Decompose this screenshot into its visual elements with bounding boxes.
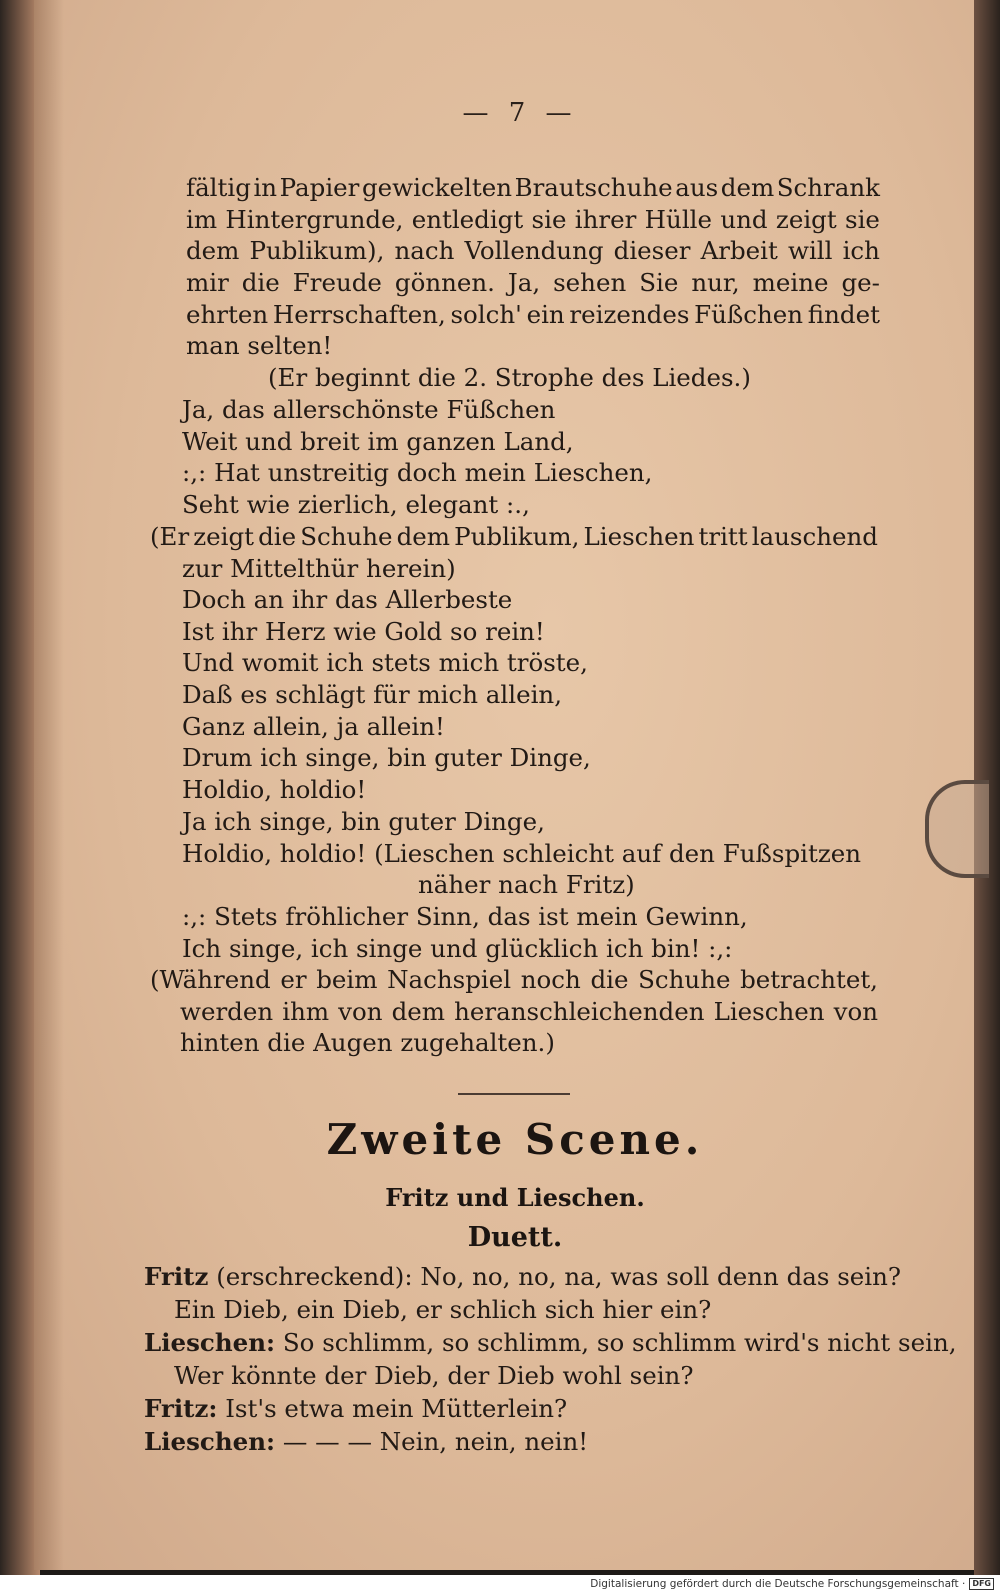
dialog-text: So schlimm, so schlimm, so schlimm wird's nicht sein,	[275, 1328, 957, 1357]
word: zeigt	[193, 522, 255, 551]
word: ehrten	[186, 299, 269, 329]
dialog-line	[144, 1293, 894, 1326]
speaker-name: Lieschen:	[144, 1328, 276, 1357]
verse-line: Seht wie zierlich, elegant :.,	[182, 490, 530, 520]
word: dieser	[613, 236, 691, 266]
word: Sie	[639, 268, 679, 298]
stage-direction	[418, 869, 635, 901]
word: heranschleichenden	[454, 996, 705, 1026]
stage-direction-line: zur Mittelthür herein)	[182, 553, 456, 583]
verse-line: Holdio, holdio! (Lieschen schleicht auf den Fußspitzen	[182, 838, 862, 868]
stage-direction-line	[150, 521, 878, 553]
verse-line: Ganz allein, ja allein!	[182, 711, 445, 741]
word: ihm	[282, 996, 330, 1026]
digitization-footer	[0, 1575, 1000, 1593]
duett-heading: Duett.	[467, 1222, 563, 1253]
dialog-text: (erschreckend): No, no, no, na, was soll denn das sein?	[208, 1262, 902, 1291]
dialog-text: Ein Dieb, ein Dieb, er schlich sich hier ein?	[174, 1295, 712, 1324]
verse-line: Ist ihr Herz wie Gold so rein!	[182, 616, 545, 646]
verse-line: Doch an ihr das Allerbeste	[182, 585, 513, 614]
word: Herrschaften,	[272, 299, 446, 329]
word: (Er	[150, 522, 190, 551]
dialog-line	[144, 1392, 894, 1425]
prose-line	[186, 235, 880, 267]
word: ich	[842, 236, 880, 266]
word: sie	[845, 204, 880, 234]
word: nach	[394, 236, 455, 266]
verse-line: Holdio, holdio!	[182, 775, 367, 805]
word: entledigt	[411, 204, 524, 234]
word: die	[590, 965, 629, 994]
word: in	[253, 173, 278, 202]
word: fältig	[186, 173, 251, 202]
prose-block	[186, 172, 880, 362]
word: dem	[186, 236, 240, 266]
stage-direction-line: (Er beginnt die 2. Strophe des Liedes.)	[268, 363, 751, 392]
word: Schrank	[776, 173, 880, 202]
word: betrachtet,	[740, 965, 878, 994]
verse-line: :,: Hat unstreitig doch mein Lieschen,	[182, 458, 653, 488]
verse-line: :,: Stets fröhlicher Sinn, das ist mein Gewinn,	[182, 902, 748, 931]
word: gewickelten	[361, 173, 512, 202]
stage-direction-line: hinten die Augen zugehalten.)	[180, 1028, 555, 1058]
word: reizendes	[569, 299, 690, 329]
verse-line: Daß es schlägt für mich allein,	[182, 680, 562, 710]
verse-block	[182, 901, 748, 964]
section-divider	[458, 1093, 570, 1095]
word: dem	[720, 173, 775, 202]
dialog-line	[144, 1260, 902, 1293]
word: meine	[752, 268, 829, 298]
verse-line: Weit und breit im ganzen Land,	[182, 426, 574, 456]
word: nur,	[691, 268, 740, 298]
stage-direction-line	[150, 996, 878, 1028]
word: und	[720, 204, 768, 234]
word: Hülle	[644, 204, 712, 234]
page-clip	[925, 780, 989, 878]
word: mir	[186, 268, 229, 298]
word: die	[258, 522, 297, 551]
word: findet	[807, 299, 880, 329]
word: von	[833, 996, 878, 1026]
verse-line: Drum ich singe, bin guter Dinge,	[182, 743, 591, 773]
word: Nachspiel	[387, 965, 512, 994]
dialog-text: Ist's etwa mein Mütterlein?	[217, 1394, 568, 1423]
dialog-text: — — — Nein, nein, nein!	[275, 1427, 589, 1456]
word: Freude	[292, 268, 382, 298]
verse-block	[182, 584, 861, 869]
word: Schuhe	[300, 522, 393, 551]
scene-characters: Fritz und Lieschen.	[385, 1183, 645, 1212]
word: ihrer	[574, 204, 637, 234]
word: noch	[520, 965, 581, 994]
page-number: — 7 —	[462, 98, 578, 128]
word: Füßchen	[694, 299, 804, 329]
word: von	[338, 996, 383, 1026]
word: die	[241, 268, 280, 298]
word: tritt	[698, 522, 748, 551]
word: (Während	[150, 965, 271, 994]
word: Schuhe	[638, 965, 731, 994]
word: sehen	[553, 268, 627, 298]
word: beim	[316, 965, 378, 994]
word: aus	[675, 173, 719, 202]
word: lauschend	[751, 522, 878, 551]
dfg-logo: DFG	[969, 1578, 994, 1590]
word: zeigt	[775, 204, 837, 234]
verse-line: Ja ich singe, bin guter Dinge,	[182, 806, 545, 836]
word: gönnen.	[394, 268, 495, 298]
dialog-text: Wer könnte der Dieb, der Dieb wohl sein?	[174, 1361, 694, 1390]
word: Brautschuhe	[514, 173, 673, 202]
gutter-shadow	[34, 0, 64, 1570]
word: Publikum,	[454, 522, 580, 551]
word: er	[280, 965, 307, 994]
stage-direction	[150, 964, 878, 1059]
word: ein	[526, 299, 565, 329]
word: dem	[391, 996, 446, 1026]
speaker-name: Lieschen:	[144, 1427, 276, 1456]
verse-line: Und womit ich stets mich tröste,	[182, 648, 588, 678]
word: solch'	[450, 299, 522, 329]
stage-direction	[150, 521, 878, 584]
word: Vollendung	[464, 236, 604, 266]
prose-line	[186, 172, 880, 204]
word: dem	[396, 522, 451, 551]
verse-line: Ich singe, ich singe und glücklich ich bin! :,:	[182, 933, 733, 963]
dialog-line	[144, 1326, 957, 1359]
speaker-name: Fritz	[144, 1262, 209, 1291]
stage-direction	[268, 362, 751, 394]
prose-line	[186, 204, 880, 236]
prose-line	[186, 299, 880, 331]
word: Lieschen	[583, 522, 695, 551]
word: Hintergrunde,	[225, 204, 404, 234]
stage-direction-line	[150, 964, 878, 996]
word: Publikum),	[249, 236, 385, 266]
prose-line	[186, 267, 880, 299]
stage-direction-line: näher nach Fritz)	[418, 870, 635, 899]
scene-heading: Zweite Scene.	[326, 1115, 704, 1164]
word: will	[787, 236, 833, 266]
verse-block	[182, 394, 652, 521]
word: ge-	[841, 268, 880, 298]
footer-credit: Digitalisierung gefördert durch die Deutsche Forschungsgemeinschaft ·	[590, 1578, 966, 1590]
verse-line: Ja, das allerschönste Füßchen	[182, 395, 556, 424]
word: werden	[180, 996, 274, 1026]
prose-line: man selten!	[186, 331, 333, 361]
dialog-line	[144, 1359, 894, 1392]
speaker-name: Fritz:	[144, 1394, 218, 1423]
word: sie	[531, 204, 567, 234]
word: Arbeit	[700, 236, 778, 266]
word: Lieschen	[713, 996, 825, 1026]
word: Papier	[279, 173, 360, 202]
dialog-block	[144, 1260, 957, 1458]
word: Ja,	[507, 268, 541, 298]
word: im	[186, 204, 218, 234]
dialog-line	[144, 1425, 894, 1458]
